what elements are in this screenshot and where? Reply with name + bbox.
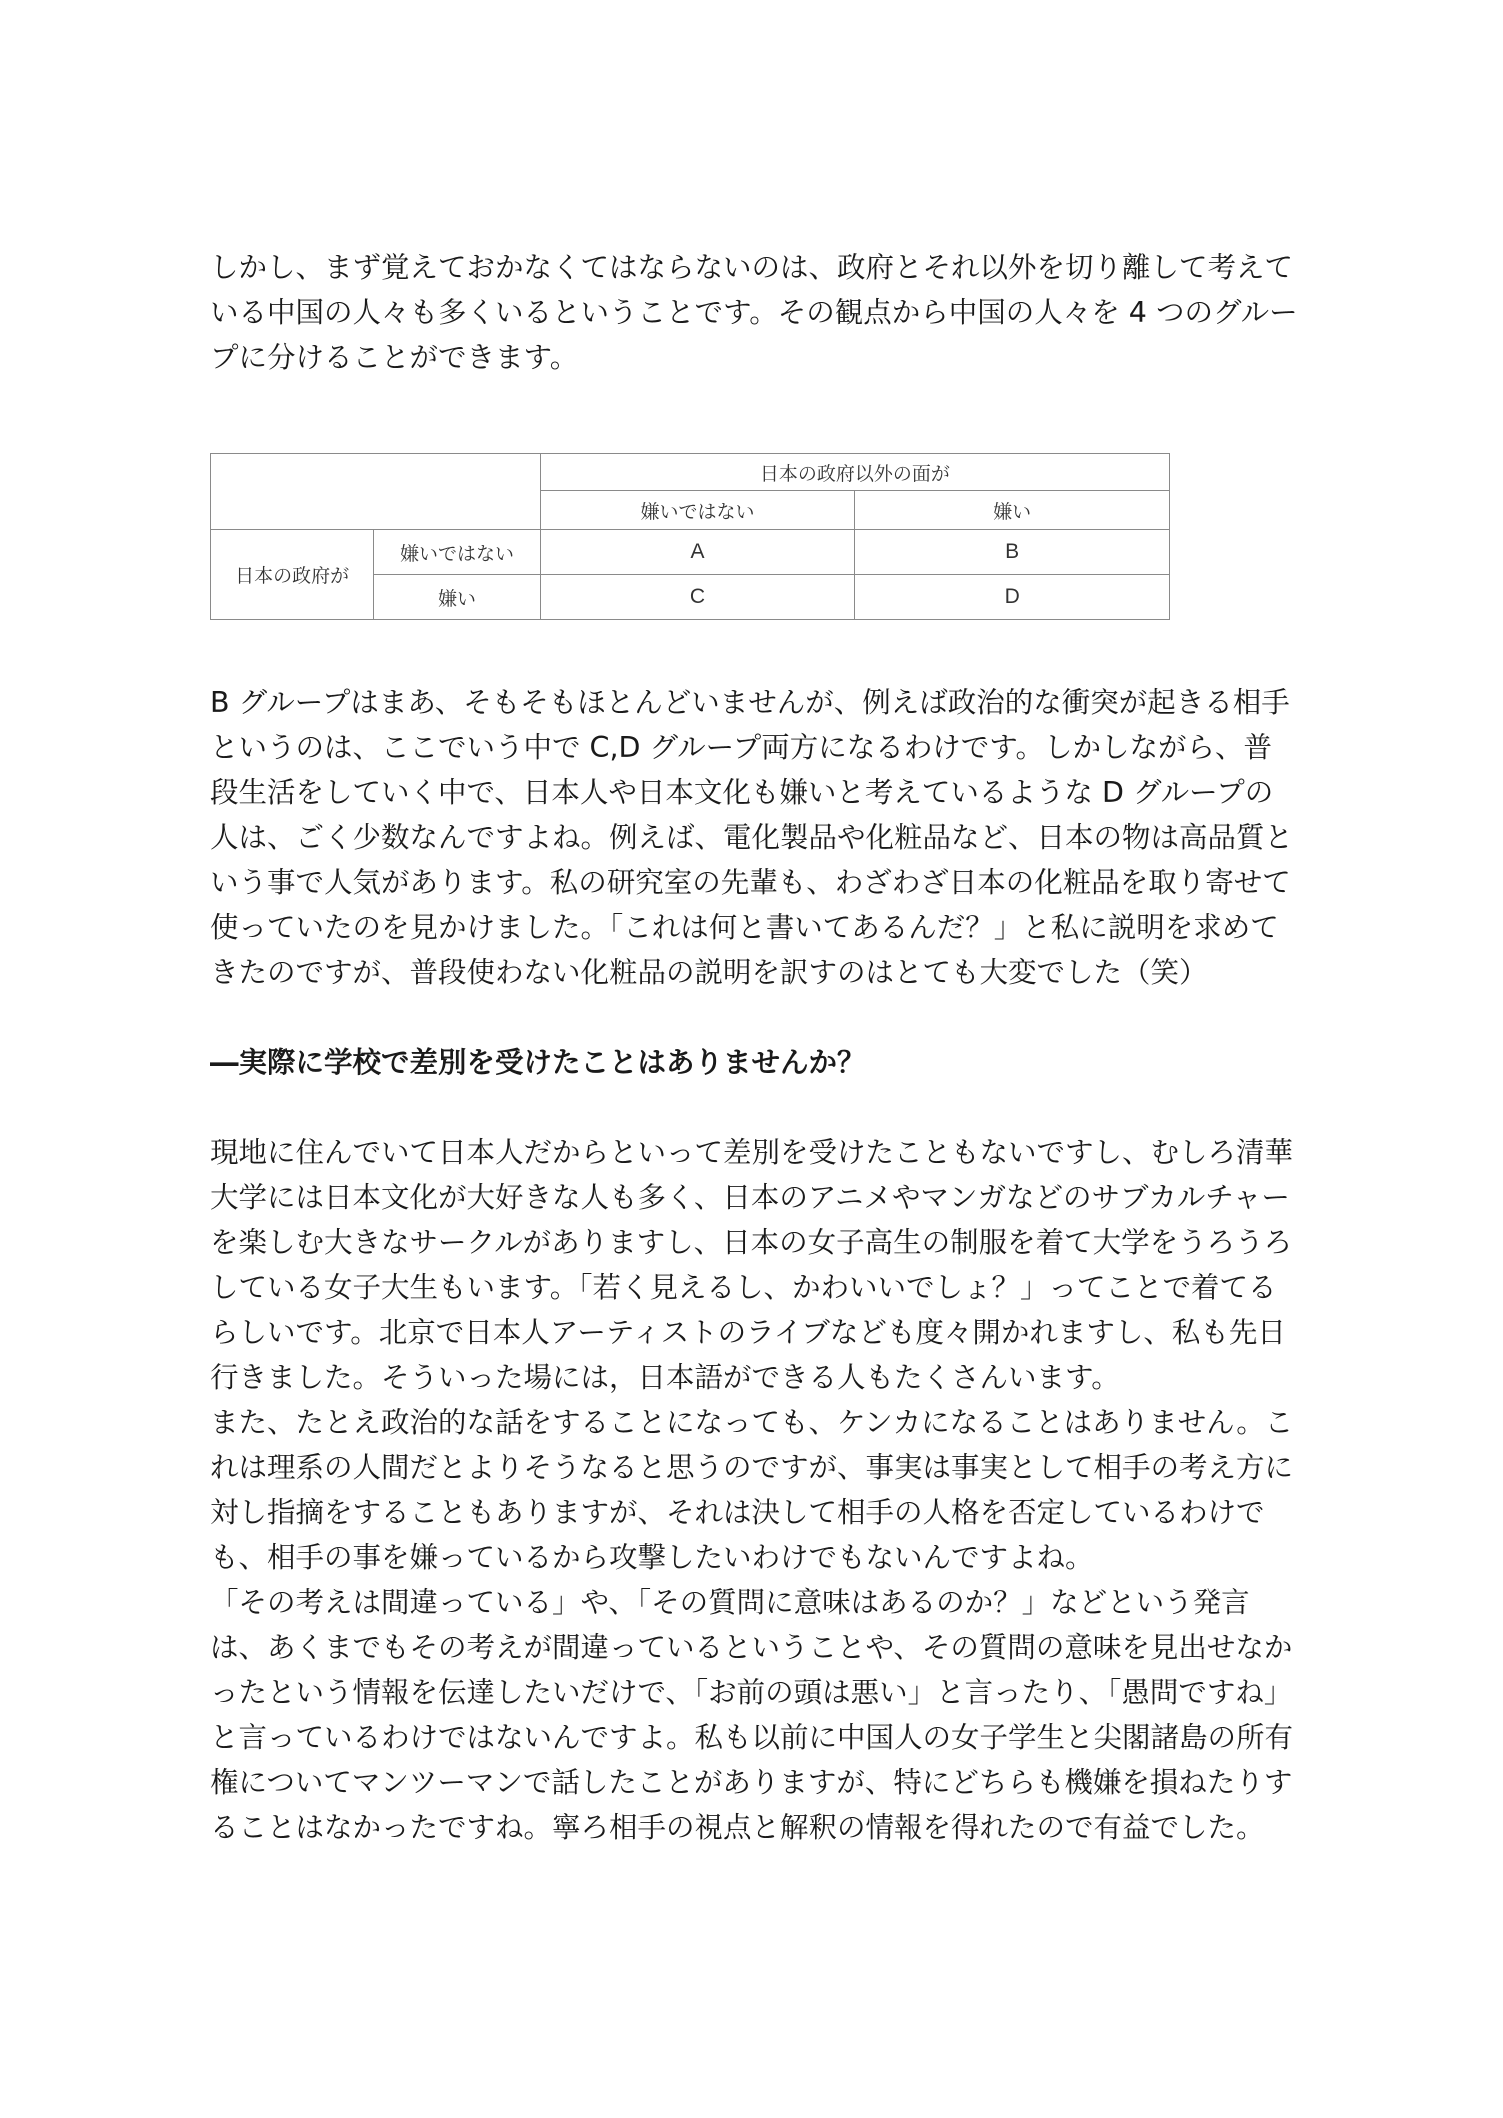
document-page [210,245,1300,1850]
table-cell-b: B [855,530,1170,575]
spacer [210,620,1300,680]
table-col-header-not-dislike: 嫌いではない [540,491,855,530]
table-row-header-not-dislike: 嫌いではない [374,530,540,575]
table-cell-d: D [855,575,1170,620]
table-top-header: 日本の政府以外の面が [540,454,1169,491]
table-corner-cell [211,454,541,530]
answer-paragraph-3: 「その考えは間違っている」や、「その質問に意味はあるのか？」などという発言は、あくまでもその考えが間違っているということや、その質問の意味を見出せなかったという情報を伝達したいだけで、「お前の頭は悪い」と言ったり、「愚問ですね」と言っているわけではないんですよ。私も以前に中国人の女子学生と尖閣諸島の所有権についてマンツーマンで話したことがありますが、特にどちらも機嫌を損ねたりすることはなかったですね。寧ろ相手の視点と解釈の情報を得れたので有益でした。 [210,1586,1294,1844]
question-heading: ―実際に学校で差別を受けたことはありませんか？ [210,1046,866,1079]
spacer [210,1085,1300,1130]
answer-paragraph-2: また、たとえ政治的な話をすることになっても、ケンカになることはありません。これは理系の人間だとよりそうなると思うのですが、事実は事実として相手の考え方に対し指摘をすることもありますが、それは決して相手の人格を否定しているわけでも、相手の事を嫌っているから攻撃したいわけでもないんですよね。 [210,1406,1294,1574]
spacer [210,995,1300,1040]
table-cell-c: C [540,575,855,620]
answer-paragraph-1: 現地に住んでいて日本人だからといって差別を受けたこともないですし、むしろ清華大学には日本文化が大好きな人も多く、日本のアニメやマンガなどのサブカルチャーを楽しむ大きなサークルがありますし、日本の女子高生の制服を着て大学をうろうろしている女子大生もいます。「若く見えるし、かわいいでしょ？」ってことで着てるらしいです。北京で日本人アーティストのライブなども度々開かれますし、私も先日行きました。そういった場には，日本語ができる人もたくさんいます。 [210,1136,1294,1394]
table-col-header-dislike: 嫌い [855,491,1170,530]
table-cell-a: A [540,530,855,575]
group-table [210,453,1170,620]
table-row-group-label: 日本の政府が [211,530,374,620]
intro-paragraph: しかし、まず覚えておかなくてはならないのは、政府とそれ以外を切り離して考えている中国の人々も多くいるということです。その観点から中国の人々を 4 つのグループに分けることができます。 [210,251,1298,374]
table-row-header-dislike: 嫌い [374,575,540,620]
group-b-paragraph: B グループはまあ、そもそもほとんどいませんが、例えば政治的な衝突が起きる相手というのは、ここでいう中で C,D グループ両方になるわけです。しかしながら、普段生活をしていく中で、日本人や日本文化も嫌いと考えているような D グループの人は、ごく少数なんですよね。例えば、電化製品や化粧品など、日本の物は高品質という事で人気があります。私の研究室の先輩も、わざわざ日本の化粧品を取り寄せて使っていたのを見かけました。「これは何と書いてあるんだ？」と私に説明を求めてきたのですが、普段使わない化粧品の説明を訳すのはとても大変でした（笑） [210,686,1294,989]
spacer [210,380,1300,453]
